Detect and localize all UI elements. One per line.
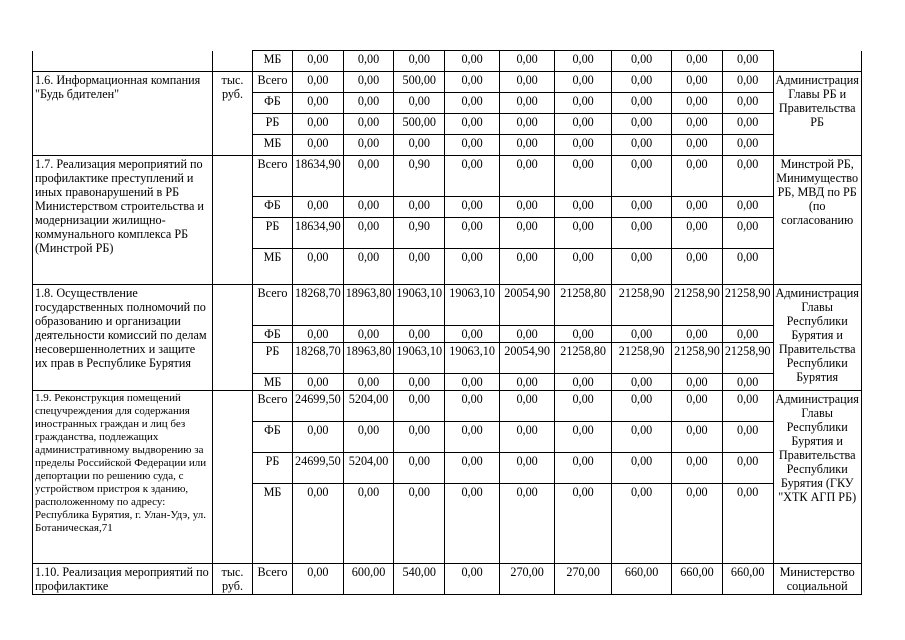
measure-name: 1.9. Реконструкция помещений спецучреждения для содержания иностранных граждан и лиц без гражданства, подлежащих административному выдворению за пределы Российской Федерации или депортации по решению суда, с устройством пристроя к зданию, расположенному по адресу: Республика Бурятия, г. Улан-Удэ, ул. Ботаническая,71 xyxy=(33,391,213,564)
value-cell: 0,00 xyxy=(293,72,344,93)
value-cell: 0,00 xyxy=(445,249,500,285)
value-cell: 0,00 xyxy=(722,114,773,135)
value-cell: 0,00 xyxy=(672,135,723,156)
value-cell: 0,00 xyxy=(343,156,394,197)
value-cell: 0,00 xyxy=(672,249,723,285)
value-cell: 21258,90 xyxy=(672,285,723,326)
value-cell: 0,00 xyxy=(500,391,555,422)
value-cell: 20054,90 xyxy=(500,343,555,374)
value-cell: 19063,10 xyxy=(445,285,500,326)
value-cell: 0,00 xyxy=(343,197,394,218)
source-cell: Всего xyxy=(253,391,293,422)
unit-cell xyxy=(213,391,253,564)
unit-cell xyxy=(213,285,253,391)
value-cell: 0,00 xyxy=(612,422,672,453)
unit-cell: тыс. руб. xyxy=(213,72,253,156)
value-cell: 20054,90 xyxy=(500,285,555,326)
value-cell: 0,00 xyxy=(293,51,344,72)
value-cell: 0,00 xyxy=(293,93,344,114)
value-cell: 21258,90 xyxy=(722,343,773,374)
value-cell: 0,00 xyxy=(612,156,672,197)
value-cell: 0,00 xyxy=(343,72,394,93)
table-row xyxy=(33,156,862,197)
value-cell: 0,00 xyxy=(612,72,672,93)
source-cell: ФБ xyxy=(253,326,293,343)
value-cell: 0,00 xyxy=(445,72,500,93)
value-cell: 0,00 xyxy=(293,326,344,343)
value-cell: 0,00 xyxy=(722,484,773,564)
value-cell: 500,00 xyxy=(394,114,445,135)
value-cell: 24699,50 xyxy=(293,453,344,484)
value-cell: 0,00 xyxy=(612,326,672,343)
value-cell: 0,90 xyxy=(394,156,445,197)
value-cell: 0,00 xyxy=(445,484,500,564)
source-cell: РБ xyxy=(253,453,293,484)
table-row xyxy=(33,391,862,422)
executor-cell: Минстрой РБ, Минимущество РБ, МВД по РБ (по согласованию xyxy=(773,156,861,285)
value-cell: 0,00 xyxy=(293,135,344,156)
value-cell: 0,00 xyxy=(672,93,723,114)
measure-name: 1.6. Информационная компания "Будь бдителен" xyxy=(33,72,213,156)
value-cell: 0,00 xyxy=(722,249,773,285)
value-cell: 19063,10 xyxy=(394,285,445,326)
empty-cell xyxy=(773,51,861,72)
value-cell: 0,00 xyxy=(612,114,672,135)
value-cell: 0,00 xyxy=(672,114,723,135)
source-cell: МБ xyxy=(253,249,293,285)
value-cell: 660,00 xyxy=(722,564,773,595)
value-cell: 21258,90 xyxy=(672,343,723,374)
value-cell: 0,00 xyxy=(394,197,445,218)
value-cell: 0,00 xyxy=(672,218,723,249)
value-cell: 0,00 xyxy=(394,374,445,391)
source-cell: Всего xyxy=(253,72,293,93)
value-cell: 0,00 xyxy=(394,391,445,422)
value-cell: 0,00 xyxy=(394,484,445,564)
value-cell: 0,00 xyxy=(722,135,773,156)
value-cell: 0,00 xyxy=(293,197,344,218)
value-cell: 0,00 xyxy=(343,249,394,285)
value-cell: 0,00 xyxy=(500,484,555,564)
executor-cell: Администрация Главы Республики Бурятия и Правительства Республики Бурятия xyxy=(773,285,861,391)
value-cell: 5204,00 xyxy=(343,391,394,422)
value-cell: 0,00 xyxy=(500,422,555,453)
source-cell: МБ xyxy=(253,135,293,156)
value-cell: 0,00 xyxy=(394,249,445,285)
value-cell: 0,00 xyxy=(722,422,773,453)
value-cell: 0,00 xyxy=(722,326,773,343)
value-cell: 0,00 xyxy=(394,453,445,484)
value-cell: 21258,90 xyxy=(612,343,672,374)
value-cell: 0,00 xyxy=(343,374,394,391)
value-cell: 0,00 xyxy=(612,453,672,484)
value-cell: 0,00 xyxy=(555,218,612,249)
executor-cell: Администрация Главы РБ и Правительства РБ xyxy=(773,72,861,156)
source-cell: МБ xyxy=(253,374,293,391)
value-cell: 0,00 xyxy=(394,93,445,114)
value-cell: 0,00 xyxy=(343,326,394,343)
measure-name: 1.7. Реализация мероприятий по профилактике преступлений и иных правонарушений в РБ Министерством строительства и модернизации жилищно-коммунального комплекса РБ (Минстрой РБ) xyxy=(33,156,213,285)
value-cell: 0,00 xyxy=(293,484,344,564)
source-cell: ФБ xyxy=(253,197,293,218)
value-cell: 0,00 xyxy=(722,72,773,93)
table-row xyxy=(33,72,862,93)
value-cell: 0,00 xyxy=(612,93,672,114)
source-cell: ФБ xyxy=(253,422,293,453)
value-cell: 0,00 xyxy=(672,391,723,422)
value-cell: 21258,90 xyxy=(722,285,773,326)
value-cell: 18634,90 xyxy=(293,156,344,197)
value-cell: 0,00 xyxy=(555,135,612,156)
value-cell: 0,00 xyxy=(555,72,612,93)
value-cell: 18963,80 xyxy=(343,343,394,374)
value-cell: 0,00 xyxy=(445,564,500,595)
value-cell: 0,00 xyxy=(555,453,612,484)
source-cell: Всего xyxy=(253,564,293,595)
value-cell: 0,00 xyxy=(555,326,612,343)
value-cell: 0,00 xyxy=(672,72,723,93)
source-cell: ФБ xyxy=(253,93,293,114)
value-cell: 0,00 xyxy=(500,374,555,391)
value-cell: 0,00 xyxy=(343,422,394,453)
value-cell: 0,00 xyxy=(555,156,612,197)
measure-name: 1.10. Реализация мероприятий по профилактике xyxy=(33,564,213,595)
value-cell: 660,00 xyxy=(612,564,672,595)
value-cell: 0,00 xyxy=(500,114,555,135)
value-cell: 270,00 xyxy=(500,564,555,595)
value-cell: 0,00 xyxy=(343,114,394,135)
value-cell: 0,00 xyxy=(722,374,773,391)
value-cell: 0,00 xyxy=(672,484,723,564)
source-cell: Всего xyxy=(253,156,293,197)
value-cell: 0,00 xyxy=(445,135,500,156)
value-cell: 0,00 xyxy=(500,51,555,72)
unit-cell: тыс. руб. xyxy=(213,564,253,595)
value-cell: 660,00 xyxy=(672,564,723,595)
value-cell: 0,00 xyxy=(672,422,723,453)
value-cell: 18634,90 xyxy=(293,218,344,249)
value-cell: 0,00 xyxy=(612,218,672,249)
value-cell: 0,00 xyxy=(293,374,344,391)
value-cell: 0,00 xyxy=(500,197,555,218)
value-cell: 0,00 xyxy=(555,391,612,422)
value-cell: 0,00 xyxy=(555,197,612,218)
source-cell: РБ xyxy=(253,114,293,135)
value-cell: 0,00 xyxy=(722,51,773,72)
value-cell: 0,00 xyxy=(445,114,500,135)
value-cell: 0,00 xyxy=(445,453,500,484)
value-cell: 0,00 xyxy=(555,374,612,391)
value-cell: 0,00 xyxy=(445,422,500,453)
value-cell: 0,00 xyxy=(612,391,672,422)
value-cell: 24699,50 xyxy=(293,391,344,422)
value-cell: 0,00 xyxy=(343,135,394,156)
value-cell: 0,00 xyxy=(394,326,445,343)
value-cell: 0,00 xyxy=(672,453,723,484)
value-cell: 0,00 xyxy=(445,93,500,114)
value-cell: 0,00 xyxy=(722,93,773,114)
value-cell: 0,00 xyxy=(293,114,344,135)
budget-table xyxy=(32,50,862,595)
value-cell: 0,00 xyxy=(394,422,445,453)
value-cell: 540,00 xyxy=(394,564,445,595)
value-cell: 0,00 xyxy=(555,249,612,285)
source-cell: МБ xyxy=(253,484,293,564)
value-cell: 0,00 xyxy=(612,51,672,72)
value-cell: 0,00 xyxy=(672,374,723,391)
value-cell: 0,00 xyxy=(500,135,555,156)
table-row xyxy=(33,51,862,72)
source-cell: РБ xyxy=(253,343,293,374)
value-cell: 0,00 xyxy=(722,197,773,218)
value-cell: 0,00 xyxy=(445,374,500,391)
value-cell: 0,00 xyxy=(612,249,672,285)
value-cell: 0,00 xyxy=(672,51,723,72)
value-cell: 0,00 xyxy=(293,422,344,453)
value-cell: 0,00 xyxy=(555,114,612,135)
value-cell: 0,00 xyxy=(394,51,445,72)
value-cell: 0,00 xyxy=(555,422,612,453)
table-row xyxy=(33,285,862,326)
value-cell: 0,00 xyxy=(500,453,555,484)
value-cell: 21258,80 xyxy=(555,285,612,326)
value-cell: 18268,70 xyxy=(293,285,344,326)
value-cell: 0,90 xyxy=(394,218,445,249)
value-cell: 0,00 xyxy=(500,218,555,249)
source-cell: МБ xyxy=(253,51,293,72)
value-cell: 18963,80 xyxy=(343,285,394,326)
unit-cell xyxy=(213,156,253,285)
executor-cell: Администрация Главы Республики Бурятия и Правительства Республики Бурятия (ГКУ "ХТК АГП РБ) xyxy=(773,391,861,564)
value-cell: 270,00 xyxy=(555,564,612,595)
value-cell: 0,00 xyxy=(445,218,500,249)
value-cell: 0,00 xyxy=(445,197,500,218)
value-cell: 0,00 xyxy=(722,453,773,484)
value-cell: 21258,90 xyxy=(612,285,672,326)
measure-name: 1.8. Осуществление государственных полномочий по образованию и организации деятельности комиссий по делам несовершеннолетних и защите их прав в Республике Бурятия xyxy=(33,285,213,391)
value-cell: 0,00 xyxy=(722,218,773,249)
source-cell: РБ xyxy=(253,218,293,249)
value-cell: 0,00 xyxy=(343,218,394,249)
value-cell: 0,00 xyxy=(500,156,555,197)
value-cell: 0,00 xyxy=(500,72,555,93)
value-cell: 0,00 xyxy=(394,135,445,156)
value-cell: 0,00 xyxy=(672,197,723,218)
value-cell: 0,00 xyxy=(445,326,500,343)
value-cell: 0,00 xyxy=(672,326,723,343)
value-cell: 0,00 xyxy=(293,249,344,285)
value-cell: 0,00 xyxy=(500,249,555,285)
value-cell: 0,00 xyxy=(672,156,723,197)
value-cell: 21258,80 xyxy=(555,343,612,374)
value-cell: 0,00 xyxy=(555,51,612,72)
value-cell: 0,00 xyxy=(555,484,612,564)
value-cell: 0,00 xyxy=(343,484,394,564)
value-cell: 0,00 xyxy=(293,564,344,595)
value-cell: 0,00 xyxy=(343,51,394,72)
value-cell: 0,00 xyxy=(612,135,672,156)
value-cell: 0,00 xyxy=(343,93,394,114)
value-cell: 5204,00 xyxy=(343,453,394,484)
value-cell: 0,00 xyxy=(612,197,672,218)
value-cell: 0,00 xyxy=(500,93,555,114)
value-cell: 0,00 xyxy=(500,326,555,343)
value-cell: 0,00 xyxy=(722,156,773,197)
value-cell: 0,00 xyxy=(555,93,612,114)
empty-cell xyxy=(33,51,213,72)
table-row xyxy=(33,564,862,595)
value-cell: 18268,70 xyxy=(293,343,344,374)
value-cell: 600,00 xyxy=(343,564,394,595)
value-cell: 19063,10 xyxy=(445,343,500,374)
value-cell: 19063,10 xyxy=(394,343,445,374)
value-cell: 0,00 xyxy=(722,391,773,422)
source-cell: Всего xyxy=(253,285,293,326)
empty-cell xyxy=(213,51,253,72)
value-cell: 0,00 xyxy=(445,391,500,422)
executor-cell: Министерство социальной xyxy=(773,564,861,595)
value-cell: 0,00 xyxy=(445,156,500,197)
value-cell: 0,00 xyxy=(612,484,672,564)
value-cell: 500,00 xyxy=(394,72,445,93)
value-cell: 0,00 xyxy=(445,51,500,72)
value-cell: 0,00 xyxy=(612,374,672,391)
